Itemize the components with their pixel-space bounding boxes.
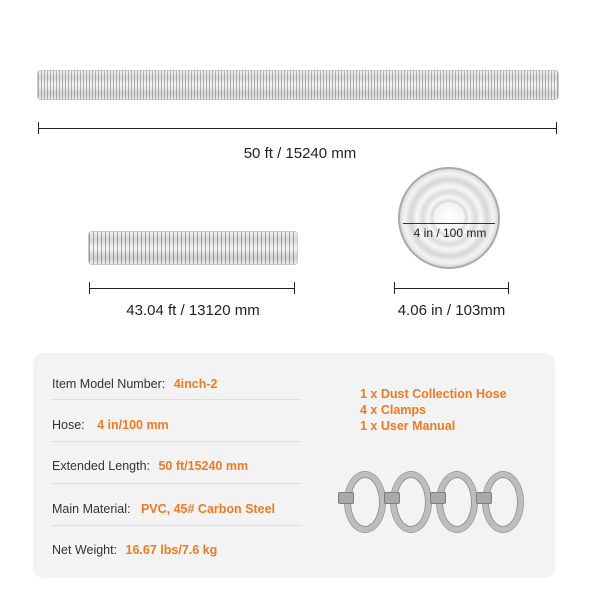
inner-diameter-line: [403, 223, 495, 224]
length-dimension-line: [38, 128, 557, 129]
spec-label: Net Weight:: [52, 543, 118, 557]
length-dimension-tick-right: [556, 122, 557, 134]
clamp-screw-icon: [338, 492, 354, 504]
clamp-screw-icon: [476, 492, 492, 504]
spec-label: Item Model Number:: [52, 377, 166, 391]
spec-row-material: [52, 500, 275, 518]
clamp-screw-icon: [430, 492, 446, 504]
spec-value: PVC, 45# Carbon Steel: [140, 502, 276, 516]
spec-value: 4 in/100 mm: [97, 418, 169, 432]
spec-row-length: [52, 457, 248, 475]
spec-divider: [52, 441, 302, 442]
spec-divider: [52, 483, 302, 484]
compressed-hose-image: [88, 231, 298, 265]
spec-row-weight: [52, 541, 217, 559]
spec-value: 4inch-2: [173, 377, 218, 391]
spec-label: Main Material:: [52, 502, 131, 516]
package-contents-list: [360, 386, 507, 434]
spec-label: Hose:: [52, 418, 85, 432]
outer-diameter-label: 4.06 in / 103mm: [397, 302, 506, 319]
compressed-dimension-line: [89, 288, 295, 289]
compressed-dimension-tick-left: [89, 282, 90, 294]
spec-row-hose: [52, 416, 169, 434]
inner-diameter-label: 4 in / 100 mm: [413, 226, 487, 240]
spec-divider: [52, 525, 302, 526]
outer-diameter-tick-left: [394, 282, 395, 294]
package-item: 1 x Dust Collection Hose: [360, 387, 507, 401]
length-dimension-tick-left: [38, 122, 39, 134]
compressed-length-label: 43.04 ft / 13120 mm: [126, 302, 260, 319]
full-length-label: 50 ft / 15240 mm: [243, 145, 357, 162]
outer-diameter-tick-right: [508, 282, 509, 294]
clamp-screw-icon: [384, 492, 400, 504]
compressed-dimension-tick-right: [294, 282, 295, 294]
spec-row-model: [52, 375, 217, 393]
spec-divider: [52, 399, 302, 400]
hose-end-image: [398, 167, 500, 269]
spec-value: 50 ft/15240 mm: [158, 459, 249, 473]
package-item: 4 x Clamps: [360, 403, 427, 417]
spec-value: 16.67 lbs/7.6 kg: [125, 543, 218, 557]
package-item: 1 x User Manual: [360, 419, 456, 433]
spec-label: Extended Length:: [52, 459, 150, 473]
extended-hose-image: [37, 70, 559, 100]
outer-diameter-line: [394, 288, 509, 289]
